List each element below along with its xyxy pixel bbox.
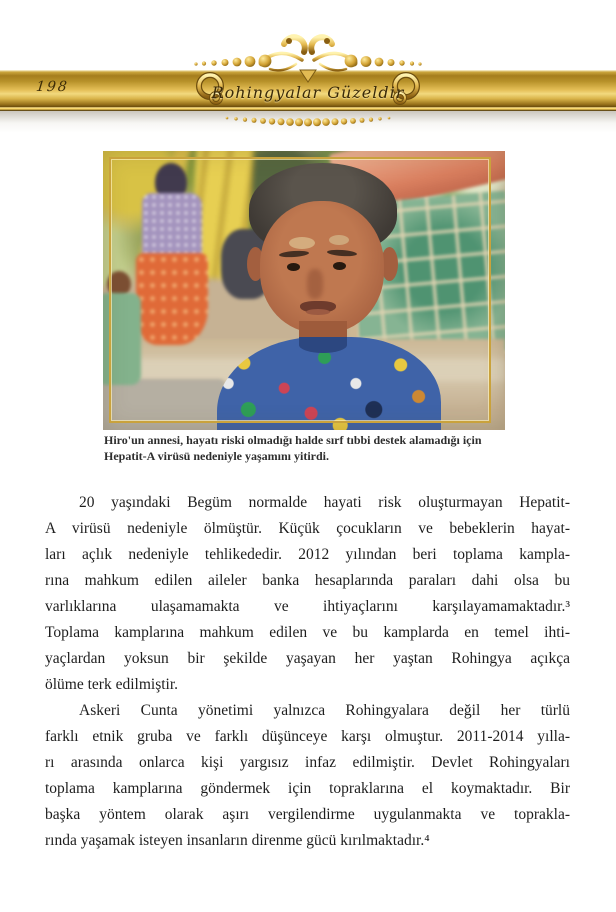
text-line: rı arasında onlarca kişi yargısız infaz edilmiştir. Devlet Rohingyaları bbox=[45, 754, 570, 771]
text-line: rına mahkum edilen aileler banka hesaplarında paraları dahi olsa bu bbox=[45, 572, 570, 589]
photo-rohingya-child bbox=[103, 151, 505, 430]
text-line: ölüme terk edilmiştir. bbox=[45, 676, 179, 693]
chapter-title: Rohingyalar Güzeldir bbox=[211, 83, 405, 102]
text-line: ları açlık nedeniyle tehlikededir. 2012 yılından beri toplama kampla- bbox=[45, 546, 570, 563]
text-line: A virüsü nedeniyle ölmüştür. Küçük çocukların ve bebeklerin hayat- bbox=[45, 520, 570, 537]
page-number: 198 bbox=[35, 79, 70, 95]
text-line: başka yöntem olarak aşırı vergilendirme uygulanmakta ve toprakla- bbox=[45, 806, 570, 823]
photo-caption bbox=[104, 432, 524, 464]
text-line: rında yaşamak isteyen insanların direnme gücü kırılmaktadır.⁴ bbox=[45, 832, 430, 849]
text-line: farklı etnik gruba ve farklı düşünceye karşı olmuştur. 2011-2014 yılla- bbox=[45, 728, 570, 745]
paragraph-1 bbox=[45, 490, 570, 698]
body-text bbox=[45, 490, 570, 854]
text-line: yaçlardan yoksun bir şekilde yaşayan her yaştan Rohingya açıkça bbox=[45, 650, 570, 667]
caption-line: Hiro'un annesi, hayatı riski olmadığı halde sırf tıbbi destek alamadığı için bbox=[104, 433, 482, 447]
text-line: 20 yaşındaki Begüm normalde hayati risk oluşturmayan Hepatit- bbox=[79, 494, 570, 511]
gold-ornament-icon bbox=[178, 26, 438, 132]
text-line: Toplama kamplarına mahkum edilen ve bu kamplarda en temel ihti- bbox=[45, 624, 570, 641]
photo-figure bbox=[103, 151, 505, 430]
caption-line: Hepatit-A virüsü nedeniyle yaşamını yitirdi. bbox=[104, 449, 330, 463]
text-line: toplama kamplarına göndermek için topraklarına el koymaktadır. Bir bbox=[45, 780, 570, 797]
text-line: Askeri Cunta yönetimi yalnızca Rohingyalara değil her türlü bbox=[79, 702, 570, 719]
paragraph-2 bbox=[45, 698, 570, 854]
photo-vignette bbox=[103, 151, 505, 430]
text-line: varlıklarına ulaşamamakta ve ihtiyaçlarını karşılayamamaktadır.³ bbox=[45, 598, 570, 615]
